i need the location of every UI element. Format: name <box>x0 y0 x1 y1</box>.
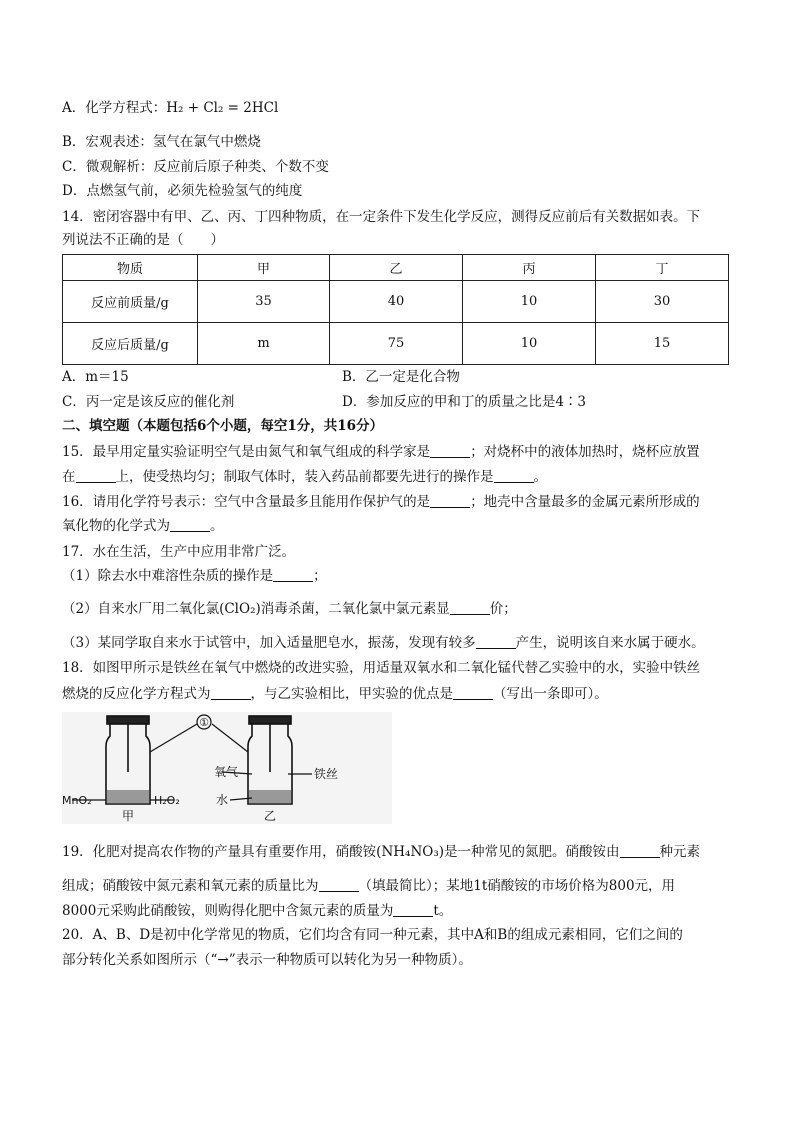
q15-text: 在 <box>62 469 76 485</box>
q16-text: 16．请用化学符号表示：空气中含量最多且能用作保护气的是 <box>62 494 431 510</box>
answer-blank[interactable] <box>430 443 470 458</box>
caption-left: 甲 <box>122 809 135 823</box>
table-header-cell: 甲 <box>198 255 330 281</box>
water-label: 水 <box>216 793 229 807</box>
q20-line1: 20．A、B、D是初中化学常见的物质，它们均含有同一种元素，其中A和B的组成元素相同，它们之间的 <box>62 927 683 943</box>
q14-option-d: D．参加反应的甲和丁的质量之比是4∶3 <box>342 394 587 410</box>
q19-text: 19．化肥对提高农作物的产量具有重要作用，硝酸铵(NH₄NO₃)是一种常见的氮肥。硝酸铵由 <box>62 844 620 860</box>
q17-stem: 17．水在生活，生产中应用非常广泛。 <box>62 544 296 560</box>
q18-line2 <box>62 684 608 704</box>
answer-blank[interactable] <box>76 468 116 483</box>
q15-text: 。 <box>533 469 547 485</box>
table-row <box>63 323 729 365</box>
caption-right: 乙 <box>264 809 277 823</box>
q18-line1: 18．如图甲所示是铁丝在氧气中燃烧的改进实验，用适量双氧水和二氧化锰代替乙实验中的水，实验中铁丝 <box>62 660 701 676</box>
q19-text: （填最简比）；某地1t硝酸铵的市场价格为800元，用 <box>358 878 676 894</box>
h2o2-label: H₂O₂ <box>154 794 180 807</box>
q14-stem-line2: 列说法不正确的是（ ） <box>62 232 224 248</box>
q18-text: ，与乙实验相比，甲实验的优点是 <box>250 686 453 702</box>
q16-text: 氧化物的化学式为 <box>62 518 170 534</box>
q19-text: 组成；硝酸铵中氮元素和氧元素的质量比为 <box>62 878 319 894</box>
mno2-label: MnO₂ <box>62 794 92 807</box>
table-header-cell: 物质 <box>63 255 198 281</box>
q16-line1 <box>62 492 700 512</box>
table-cell: m <box>198 323 330 365</box>
q18-text: 燃烧的反应化学方程式为 <box>62 686 211 702</box>
table-cell: 15 <box>596 323 729 365</box>
q19-text: 种元素 <box>659 844 701 860</box>
table-cell: 75 <box>330 323 463 365</box>
q17-part3 <box>62 633 705 653</box>
q14-stem-line1: 14．密闭容器中有甲、乙、丙、丁四种物质，在一定条件下发生化学反应，测得反应前后有关数据如表。下 <box>62 209 701 225</box>
q15-line1 <box>62 442 700 462</box>
iron-wire-label: 铁丝 <box>314 767 339 781</box>
q14-option-a: A．m＝15 <box>62 369 129 385</box>
q14-option-b: B．乙一定是化合物 <box>342 369 460 385</box>
q16-line2 <box>62 516 224 536</box>
answer-blank[interactable] <box>620 843 660 858</box>
q17-part2 <box>62 599 517 619</box>
answer-blank[interactable] <box>273 567 313 582</box>
q19-line3 <box>62 901 452 921</box>
table-header-cell: 丁 <box>596 255 729 281</box>
q17-text: 产生，说明该自来水属于硬水。 <box>515 635 705 651</box>
oxygen-label: 氧气 <box>214 765 239 779</box>
option-13b: B．宏观表述：氢气在氯气中燃烧 <box>62 134 261 150</box>
q19-text: 8000元采购此硝酸铵，则购得化肥中含氮元素的质量为 <box>62 903 394 919</box>
table-header-row <box>63 255 729 281</box>
answer-blank[interactable] <box>450 600 490 615</box>
q16-text: 。 <box>210 518 224 534</box>
q18-text: （写出一条即可）。 <box>493 686 608 702</box>
mass-data-table <box>62 254 729 365</box>
q16-text: ；地壳中含量最多的金属元素所形成的 <box>470 494 700 510</box>
q17-part1 <box>62 566 327 586</box>
table-cell: 反应前质量/g <box>63 281 198 323</box>
answer-blank[interactable] <box>476 634 516 649</box>
q17-text: ； <box>313 568 327 584</box>
table-header-cell: 乙 <box>330 255 463 281</box>
q17-text: （3）某同学取自来水于试管中，加入适量肥皂水，振荡，发现有较多 <box>62 635 476 651</box>
q15-line2 <box>62 467 547 487</box>
answer-blank[interactable] <box>393 902 433 917</box>
option-13c: C．微观解析：反应前后原子种类、个数不变 <box>62 159 329 175</box>
answer-blank[interactable] <box>319 877 359 892</box>
q14-option-c: C．丙一定是该反应的催化剂 <box>62 394 235 410</box>
table-row <box>63 281 729 323</box>
q15-text: ；对烧杯中的液体加热时，烧杯应放置 <box>470 444 700 460</box>
liquid-left <box>107 790 149 803</box>
q19-line2 <box>62 876 675 896</box>
q17-text: （2）自来水厂用二氧化氯(ClO₂)消毒杀菌，二氧化氯中氯元素显 <box>62 601 450 617</box>
answer-blank[interactable] <box>211 685 251 700</box>
q17-text: 价； <box>489 601 517 617</box>
marker-label: ① <box>199 716 209 729</box>
table-header-cell: 丙 <box>463 255 596 281</box>
liquid-right <box>249 790 291 803</box>
table-cell: 10 <box>463 281 596 323</box>
option-13a: A．化学方程式：H₂ + Cl₂ = 2HCl <box>62 100 279 116</box>
section-title: 二、填空题（本题包括6个小题，每空1分，共16分） <box>62 418 384 434</box>
q20-line2: 部分转化关系如图所示（“→”表示一种物质可以转化为另一种物质）。 <box>62 952 472 968</box>
answer-blank[interactable] <box>430 493 470 508</box>
iron-burning-experiment-figure <box>62 712 392 824</box>
table-cell: 35 <box>198 281 330 323</box>
table-cell: 30 <box>596 281 729 323</box>
option-13d: D．点燃氢气前，必须先检验氢气的纯度 <box>62 183 303 199</box>
q15-text: 上，使受热均匀；制取气体时，装入药品前都要先进行的操作是 <box>115 469 494 485</box>
q19-line1 <box>62 842 700 862</box>
q15-text: 15．最早用定量实验证明空气是由氮气和氧气组成的科学家是 <box>62 444 431 460</box>
q19-text: t。 <box>433 903 453 919</box>
table-cell: 10 <box>463 323 596 365</box>
answer-blank[interactable] <box>170 517 210 532</box>
q17-text: （1）除去水中难溶性杂质的操作是 <box>62 568 274 584</box>
table-cell: 反应后质量/g <box>63 323 198 365</box>
answer-blank[interactable] <box>494 468 534 483</box>
answer-blank[interactable] <box>453 685 493 700</box>
table-cell: 40 <box>330 281 463 323</box>
